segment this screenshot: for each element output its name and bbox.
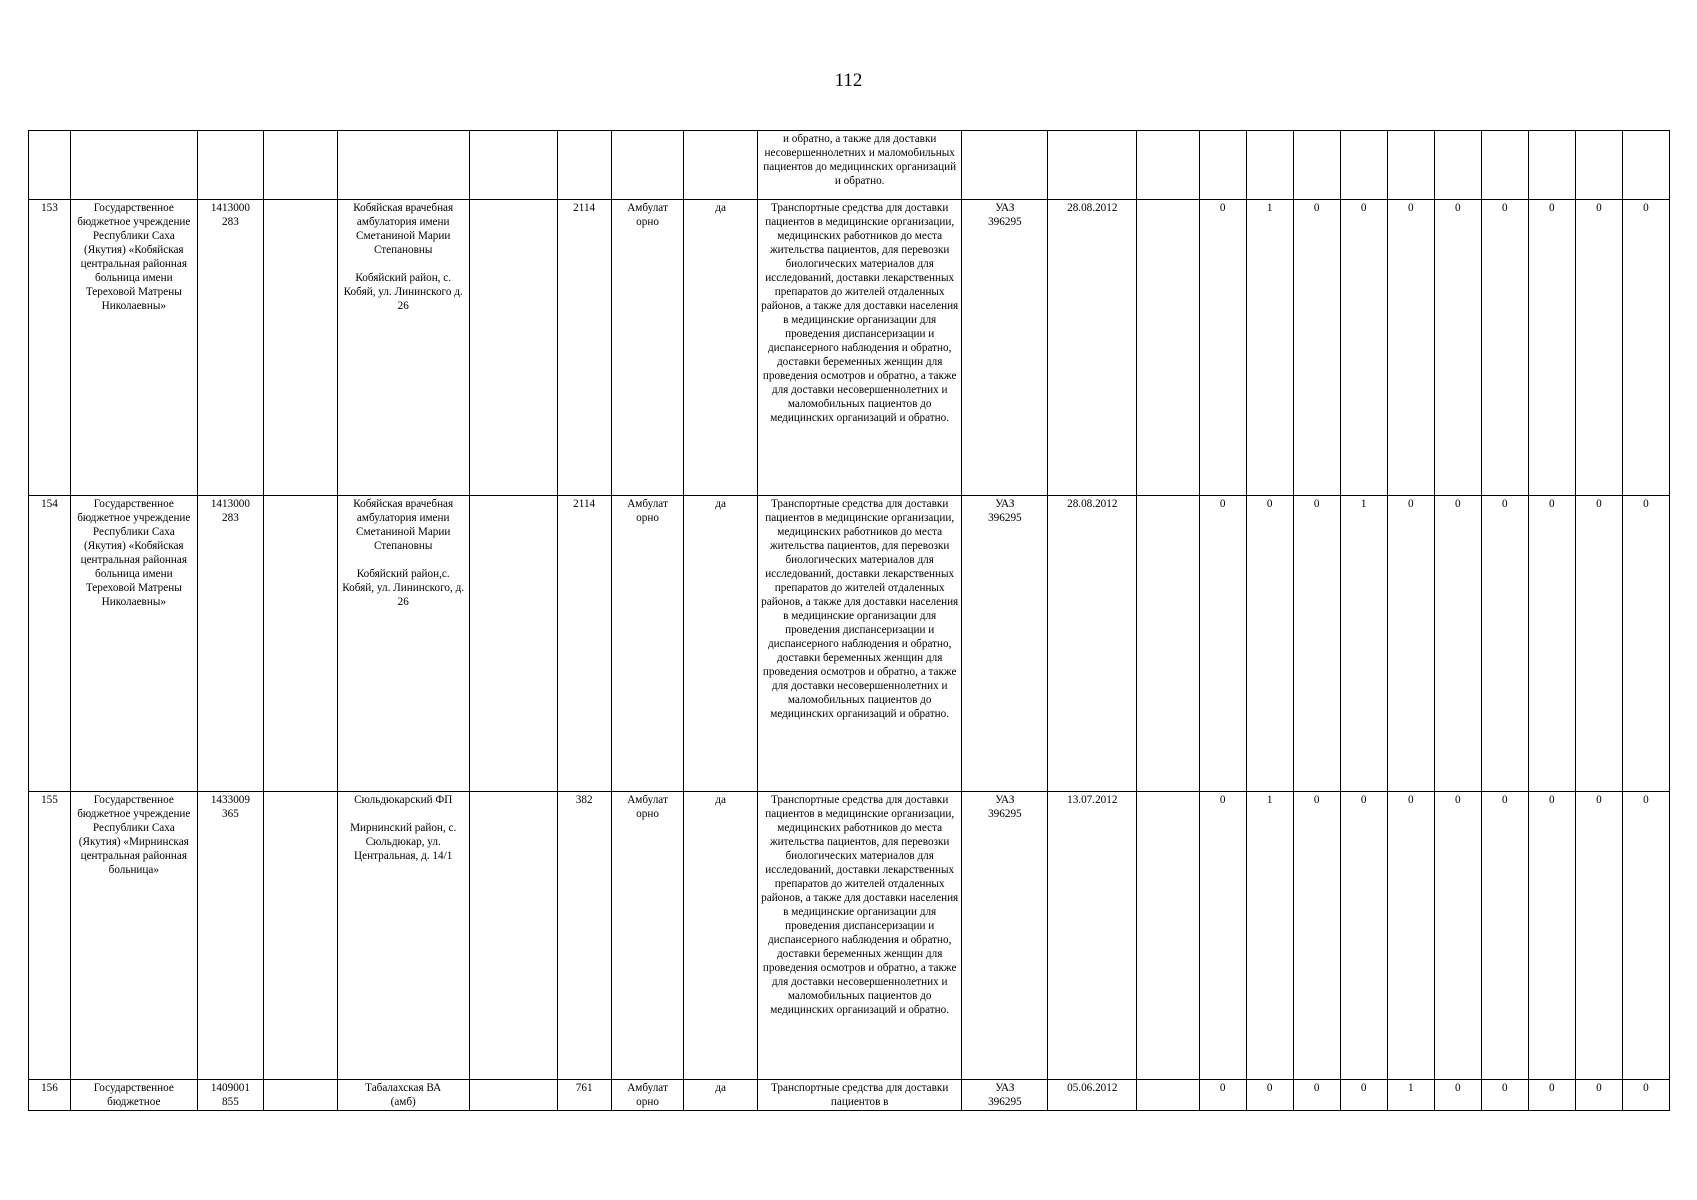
cell-organization: Государственное бюджетное [70,1080,197,1111]
table-row [29,1080,1670,1111]
cell-vehicle: УАЗ 396295 [962,496,1048,792]
cell-code: 1413000 283 [197,496,263,792]
cell-empty [29,131,71,200]
cell-count: 1 [1246,200,1293,496]
cell-flag: да [684,792,758,1080]
cell-empty [337,131,469,200]
cell-count: 0 [1575,496,1622,792]
cell-count: 0 [1434,1080,1481,1111]
cell-row-number: 155 [29,792,71,1080]
cell-empty [1575,131,1622,200]
cell-count: 0 [1293,1080,1340,1111]
cell-empty [557,131,611,200]
cell-empty [264,792,338,1080]
registry-table [28,130,1670,1111]
cell-count: 0 [1199,496,1246,792]
cell-count: 0 [1622,792,1669,1080]
cell-empty [1246,131,1293,200]
cell-organization: Государственное бюджетное учреждение Республики Саха (Якутия) «Кобяйская центральная районная больница имени Тереховой Матрены Николаевны» [70,496,197,792]
cell-count: 0 [1434,792,1481,1080]
cell-empty [1137,131,1199,200]
cell-count: 0 [1481,1080,1528,1111]
cell-value: 2114 [557,200,611,496]
cell-empty [469,131,557,200]
cell-purpose: Транспортные средства для доставки пациентов в [757,1080,961,1111]
cell-count: 0 [1575,1080,1622,1111]
cell-date: 13.07.2012 [1048,792,1137,1080]
cell-empty [264,200,338,496]
cell-empty [197,131,263,200]
cell-empty [1137,200,1199,496]
cell-vehicle: УАЗ 396295 [962,1080,1048,1111]
cell-row-number: 156 [29,1080,71,1111]
cell-empty [264,131,338,200]
cell-count: 0 [1340,792,1387,1080]
cell-count: 0 [1340,1080,1387,1111]
cell-value: 382 [557,792,611,1080]
cell-unit-address: Табалахская ВА (амб) [337,1080,469,1111]
cell-row-number: 153 [29,200,71,496]
cell-count: 1 [1246,792,1293,1080]
cell-empty [1340,131,1387,200]
cell-count: 0 [1575,200,1622,496]
cell-count: 0 [1293,496,1340,792]
cell-date: 05.06.2012 [1048,1080,1137,1111]
cell-count: 0 [1481,496,1528,792]
cell-code: 1409001 855 [197,1080,263,1111]
cell-date: 28.08.2012 [1048,496,1137,792]
cell-row-number: 154 [29,496,71,792]
cell-count: 0 [1293,200,1340,496]
cell-unit-address: Кобяйская врачебная амбулатория имени Сметаниной Марии Степановны Кобяйский район,с. Кобяй, ул. Лининского, д. 26 [337,496,469,792]
cell-empty [962,131,1048,200]
cell-count: 0 [1434,200,1481,496]
cell-unit-address: Сюльдюкарский ФП Мирнинский район, с. Сюльдюкар, ул. Центральная, д. 14/1 [337,792,469,1080]
page-number: 112 [834,70,863,91]
cell-empty [469,496,557,792]
cell-purpose: Транспортные средства для доставки пациентов в медицинские организации, медицинских работников до места жительства пациентов, для перевозки биологических материалов для исследований, доставки лекарственных препаратов до жителей отдаленных районов, а также для доставки населения в медицинские организации для проведения диспансеризации и диспансерного наблюдения и обратно, доставки беременных женщин для проведения осмотров и обратно, а также для доставки несовершеннолетних и маломобильных пациентов до медицинских организаций и обратно. [757,200,961,496]
cell-count: 0 [1528,792,1575,1080]
cell-count: 0 [1199,1080,1246,1111]
cell-unit-address: Кобяйская врачебная амбулатория имени Сметаниной Марии Степановны Кобяйский район, с. Кобяй, ул. Лининского д. 26 [337,200,469,496]
cell-organization: Государственное бюджетное учреждение Республики Саха (Якутия) «Кобяйская центральная районная больница имени Тереховой Матрены Николаевны» [70,200,197,496]
cell-count: 0 [1481,200,1528,496]
cell-count: 0 [1199,792,1246,1080]
cell-purpose: Транспортные средства для доставки пациентов в медицинские организации, медицинских работников до места жительства пациентов, для перевозки биологических материалов для исследований, доставки лекарственных препаратов до жителей отдаленных районов, а также для доставки населения в медицинские организации для проведения диспансеризации и диспансерного наблюдения и обратно, доставки беременных женщин для проведения осмотров и обратно, а также для доставки несовершеннолетних и маломобильных пациентов до медицинских организаций и обратно. [757,496,961,792]
table-row-continuation [29,131,1670,200]
cell-care-type: Амбулат орно [611,792,684,1080]
cell-flag: да [684,496,758,792]
cell-code: 1433009 365 [197,792,263,1080]
cell-empty [1387,131,1434,200]
cell-empty [264,1080,338,1111]
cell-count: 0 [1199,200,1246,496]
cell-empty [469,792,557,1080]
cell-value: 761 [557,1080,611,1111]
cell-empty [1622,131,1669,200]
cell-empty [264,496,338,792]
cell-empty [1137,1080,1199,1111]
cell-care-type: Амбулат орно [611,200,684,496]
cell-count: 0 [1293,792,1340,1080]
cell-count: 0 [1528,200,1575,496]
cell-flag: да [684,200,758,496]
cell-count: 0 [1575,792,1622,1080]
cell-count: 0 [1387,496,1434,792]
cell-count: 0 [1528,496,1575,792]
cell-empty [1528,131,1575,200]
cell-count: 1 [1387,1080,1434,1111]
cell-code: 1413000 283 [197,200,263,496]
cell-empty [684,131,758,200]
cell-empty [70,131,197,200]
cell-empty [1048,131,1137,200]
cell-count: 0 [1340,200,1387,496]
table-row [29,200,1670,496]
cell-vehicle: УАЗ 396295 [962,792,1048,1080]
cell-empty [1293,131,1340,200]
cell-empty [1199,131,1246,200]
cell-care-type: Амбулат орно [611,1080,684,1111]
table-row [29,496,1670,792]
cell-count: 0 [1246,1080,1293,1111]
cell-count: 1 [1340,496,1387,792]
cell-value: 2114 [557,496,611,792]
cell-count: 0 [1622,496,1669,792]
cell-empty [1137,792,1199,1080]
cell-count: 0 [1387,792,1434,1080]
cell-purpose: и обратно, а также для доставки несовершеннолетних и маломобильных пациентов до медицинских организаций и обратно. [757,131,961,200]
cell-count: 0 [1622,1080,1669,1111]
cell-empty [1481,131,1528,200]
cell-count: 0 [1246,496,1293,792]
cell-vehicle: УАЗ 396295 [962,200,1048,496]
cell-purpose: Транспортные средства для доставки пациентов в медицинские организации, медицинских работников до места жительства пациентов, для перевозки биологических материалов для исследований, доставки лекарственных препаратов до жителей отдаленных районов, а также для доставки населения в медицинские организации для проведения диспансеризации и диспансерного наблюдения и обратно, доставки беременных женщин для проведения осмотров и обратно, а также для доставки несовершеннолетних и маломобильных пациентов до медицинских организаций и обратно. [757,792,961,1080]
cell-empty [469,200,557,496]
cell-empty [611,131,684,200]
cell-empty [1137,496,1199,792]
cell-count: 0 [1622,200,1669,496]
cell-organization: Государственное бюджетное учреждение Республики Саха (Якутия) «Мирнинская центральная районная больница» [70,792,197,1080]
cell-care-type: Амбулат орно [611,496,684,792]
table-row [29,792,1670,1080]
cell-count: 0 [1434,496,1481,792]
cell-count: 0 [1387,200,1434,496]
cell-count: 0 [1528,1080,1575,1111]
cell-date: 28.08.2012 [1048,200,1137,496]
cell-count: 0 [1481,792,1528,1080]
cell-flag: да [684,1080,758,1111]
cell-empty [1434,131,1481,200]
cell-empty [469,1080,557,1111]
